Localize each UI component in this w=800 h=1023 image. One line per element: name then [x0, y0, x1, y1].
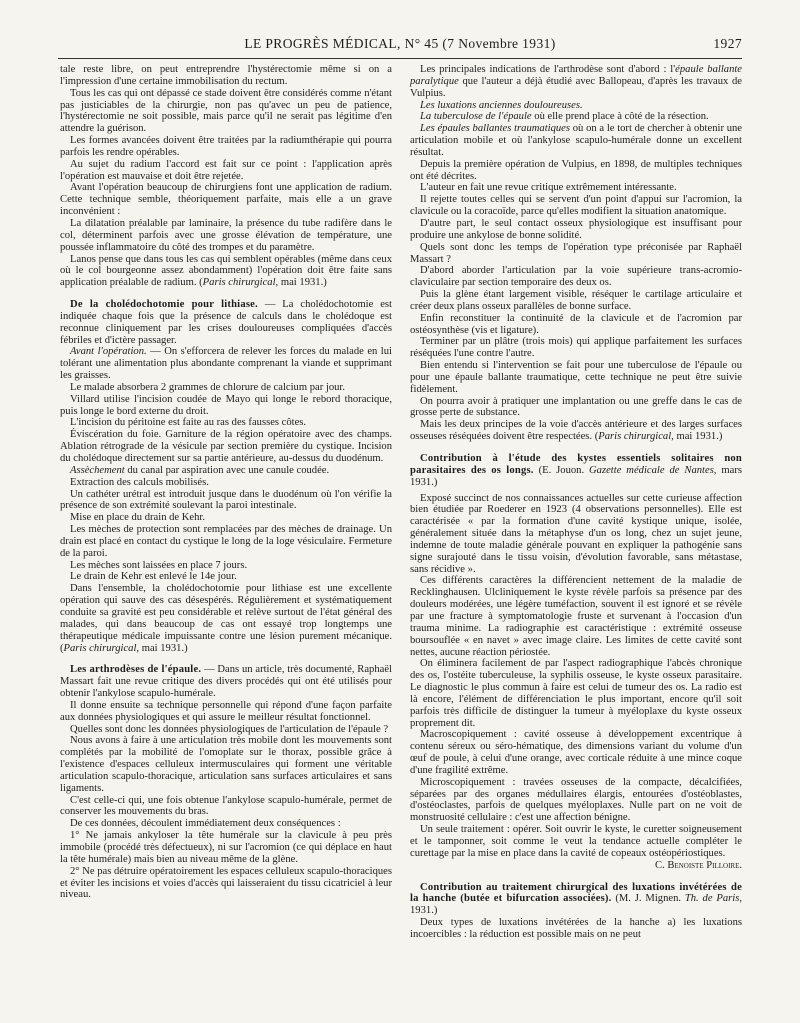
paragraph-text: Lanos pense que dans tous les cas qui semblent opérables (même dans ceux où le col bourgeonne assez abondamment) l'opération doit être faite sans application préalable de radium.	[60, 253, 392, 289]
paragraph	[60, 346, 392, 382]
paragraph-label: Avant l'opération.	[70, 346, 147, 358]
section-title: De la cholédochotomie pour lithiase.	[70, 299, 258, 311]
paragraph: Lanos pense que dans tous les cas qui semblent opérables (même dans ceux où le col bourgeonne assez abondamment) l'opération doit être faite sans application préalable de radium. (Paris chirurgical, mai 1931.)	[60, 253, 392, 289]
section-gap	[410, 443, 742, 453]
section-lead: — La cholédochotomie est indiquée chaque fois que la présence de calculs dans le cholédoque est reconnue cliniquement par les crises douloureuses compliquées d'accès fébriles et d'ictère passager.	[60, 299, 392, 346]
paragraph-text: Mais les deux principes de la voie d'accès antérieure et des larges surfaces osseuses réséquées doivent être respectées.	[410, 419, 742, 443]
paragraph: Éviscération du foie. Garniture de la région opératoire avec des champs. Ablation rétrograde de la vésicule par section première du cystique. Incision du cholédoque directement sur sa partie antérieure, au-dessus du duodénum.	[60, 429, 392, 464]
paragraph: Avant l'opération beaucoup de chirurgiens font une application de radium. Cette technique semble, théoriquement parfaite, mais elle a un grave inconvénient :	[60, 182, 392, 218]
left-column	[60, 64, 392, 901]
source-date: mai 1931.)	[141, 642, 188, 654]
paragraph-label: Assèchement	[70, 464, 125, 476]
paragraph-emphasis: La tuberculose de l'épaule	[420, 111, 532, 123]
source-journal: Paris chirurgical,	[598, 431, 674, 443]
paragraph: Mise en place du drain de Kehr.	[70, 512, 206, 524]
paragraph: L'incision du péritoine est faite au ras des fausses côtes.	[70, 417, 307, 429]
paragraph-text: Les principales indications de l'arthrodèse sont d'abord : l'	[420, 64, 676, 75]
paragraph-emphasis: épaule ballante paralytique	[410, 64, 743, 87]
running-header	[58, 36, 742, 56]
section-gap	[60, 654, 392, 664]
paragraph: Villard utilise l'incision coudée de Mayo qui longe le rebord thoracique, puis longe le bord externe du droit.	[60, 393, 392, 417]
section-cholédochotomie	[60, 299, 392, 346]
paragraph: Terminer par un plâtre (trois mois) qui applique parfaitement les surfaces réséquées l'une contre l'autre.	[410, 336, 742, 360]
author-signature: C. Benoiste Pilloire.	[655, 859, 742, 871]
section-gap	[60, 289, 392, 299]
running-title: LE PROGRÈS MÉDICAL, N° 45 (7 Novembre 1931)	[244, 36, 556, 51]
section-lead: — Dans un article, très documenté, Raphaël Massart fait une revue critique des divers procédés qui ont été utilisés pour obtenir l'ankylose scapulo-humérale.	[60, 664, 392, 700]
paragraph: Les mèches sont laissées en place 7 jours.	[70, 559, 248, 571]
paragraph: Microscopiquement : travées osseuses de la compacte, décalcifiées, séparées par des organes médullaires élargis, entourées d'ostéoblastes, d'ostéoclastes, parfois de quelques myéloplaxes. Nulle part on ne voit de monstruosité cellulaire : c'est une affection bénigne.	[410, 776, 742, 824]
paragraph: Enfin reconstituer la continuité de la clavicule et de l'acromion par ostéosynthèse (vis et ligature).	[410, 312, 742, 336]
paragraph: Un seule traitement : opérer. Soit ouvrir le kyste, le curetter soigneusement et le tamponner, soit comme le veut la tendance actuelle compléter le curettage par la mise en place dans la cavité de copeaux ostéopériostiques.	[410, 824, 742, 859]
paragraph	[60, 465, 392, 477]
paragraph: On éliminera facilement de par l'aspect radiographique l'abcès chronique des os, l'ostéite tuberculeuse, la syphilis osseuse, le kyste osseux parasitaire. Le diagnostic le plus commun à faire est celui de tumeur des os. La radio est là encore, l'élément de différenciation le plus important, encore qu'il soit parfois très difficile de distinguer la tumeur à myéloplaxe du kyste osseux proprement dit.	[410, 658, 742, 729]
paragraph: tale reste libre, on peut entreprendre l'hystérectomie même si on a l'impression d'une certaine immobilisation du rectum.	[60, 64, 392, 87]
paragraph	[410, 123, 742, 159]
paragraph: Nous avons à faire à une articulation très mobile dont les mouvements sont complétés par la mobilité de l'omoplate sur le thorax, possible grâce à l'existence d'espaces celluleux intermusculaires qui forment une véritable articulation scapulo-thoracique, articulation sans surfaces articulaires et sans ligaments.	[60, 735, 392, 794]
paragraph: Le drain de Kehr est enlevé le 14e jour.	[70, 571, 237, 583]
paragraph: Exposé succinct de nos connaissances actuelles sur cette curieuse affection bien étudiée par Roederer en 1923 (4 observations personnelles). Elle est caractérisée « par la formation d'une cavité kystique unique, isolée, généralement située dans la métaphyse d'un os long, chez un sujet jeune, indemne de toute maladie générale pouvant en expliquer la pathogénie sans signe surajouté dans le tissu voisin, d'évolution favorable, sans métastase, sans récidive ».	[410, 492, 742, 575]
paragraph-emphasis: Les épaules ballantes traumatiques	[420, 123, 571, 135]
right-column	[410, 64, 742, 941]
paragraph: Extraction des calculs mobilisés.	[70, 476, 209, 488]
paragraph: Macroscopiquement : cavité osseuse à développement excentrique à contenu séreux ou séro-hématique, des dimensions variant du volume d'un œuf de poule, à celui d'une orange, avec corticale réduite à une mince coque d'une fragilité extrême.	[410, 729, 742, 776]
paragraph: Bien entendu si l'intervention se fait pour une tuberculose de l'épaule ou pour une épaule ballante traumatique, cette technique ne peut être suivie fidèlement.	[410, 360, 742, 395]
section-gap	[410, 872, 742, 882]
section-title: Les arthrodèses de l'épaule.	[70, 664, 202, 676]
section-reference-journal: Th. de Paris,	[684, 893, 742, 905]
paragraph: Puis la glène étant largement visible, réséquer le cartilage articulaire et créer deux plans osseux parallèles de bonne surface.	[410, 289, 742, 312]
paragraph-text: du canal par aspiration avec une canule coudée.	[127, 464, 330, 476]
section-reference: (E. Jouon.	[538, 464, 585, 476]
paragraph: De ces données, découlent immédiatement deux conséquences :	[70, 818, 341, 830]
paragraph: Le malade absorbera 2 grammes de chlorure de calcium par jour.	[70, 381, 346, 393]
paragraph	[410, 111, 742, 123]
paragraph-text: — On s'efforcera de relever les forces du malade en lui tolérant une alimentation plus abondante comprenant la viande et supprimant les graisses.	[60, 346, 392, 382]
source-journal: Paris chirurgical,	[202, 277, 279, 289]
paragraph: D'autre part, le seul contact osseux physiologique est insuffisant pour produire une ankylose de bonne solidité.	[410, 217, 742, 241]
paragraph: Depuis la première opération de Vulpius, en 1898, de multiples techniques ont été décrites.	[410, 158, 742, 182]
paragraph: Dans l'ensemble, la cholédochotomie pour lithiase est une excellente opération qui sauve des cas désespérés. Régulièrement et systématiquement conduite sa gravité est peu considérable et relève surtout de l'état général des malades, qui dans beaucoup de cas ont essayé trop longtemps une thérapeutique médicale impuissante contre une lésion purement mécanique. (Paris chirurgical, mai 1931.)	[60, 583, 392, 654]
paragraph: Les formes avancées doivent être traitées par la radiumthérapie qui pourra parfois les rendre opérables.	[60, 135, 392, 158]
paragraph: Il donne ensuite sa technique personnelle qui répond d'une façon parfaite aux données physiologiques et qui assure le meilleur résultat fonctionnel.	[60, 699, 392, 723]
section-reference: (M. J. Mignen.	[615, 893, 682, 905]
paragraph	[410, 64, 742, 100]
paragraph: Quels sont donc les temps de l'opération type préconisée par Raphaël Massart ?	[410, 241, 742, 265]
paragraph: Les mèches de protection sont remplacées par des mèches de drainage. Un drain est placé en contact du cystique le long de la loge vésiculaire. Fermeture de la paroi.	[60, 524, 392, 559]
section-luxations	[410, 882, 742, 918]
section-kystes	[410, 453, 742, 489]
paragraph: Tous les cas qui ont dépassé ce stade doivent être considérés comme n'étant pas justiciables de la chirurgie, non pas qu'avec un peu de patience, l'hystérectomie ne soit possible, mais parce qu'il ne serait pas légitime d'en attendre la guérison.	[60, 87, 392, 135]
paragraph: 2° Ne pas détruire opératoirement les espaces celluleux scapulo-thoraciques et éviter les incisions et voies d'accès qui laisseraient du tissu cicatriciel à leur niveau.	[60, 865, 392, 901]
paragraph: Les luxations anciennes douloureuses.	[420, 99, 583, 111]
paragraph: Ces différents caractères la différencient nettement de la maladie de Recklinghausen. Ulcliniquement le kyste révèle parfois sa présence par des douleurs modérées, une légère tuméfaction, souvent il est ignoré et se révèle par une fracture à symptomatologie fruste et survenant à l'occasion d'un trauma minime. La radiographie est caractéristique : extrémité osseuse boursouflée « en navet » avec image claire. Les limites de cette cavité sont nettes, aucune réaction périostée.	[410, 575, 742, 658]
paragraph: D'abord aborder l'articulation par la voie supérieure trans-acromio-claviculaire par section temporaire des deux os.	[410, 265, 742, 289]
paragraph-text: Dans l'ensemble, la cholédochotomie pour lithiase est une excellente opération qui sauve des cas désespérés. Régulièrement et systématiquement conduite sa gravité est peu considérable et relève surtout de l'état général des malades, qui dans beaucoup de cas ont essayé trop longtemps une thérapeutique médicale impuissante contre une lésion purement mécanique.	[60, 583, 392, 642]
paragraph: Quelles sont donc les données physiologiques de l'articulation de l'épaule ?	[70, 723, 389, 735]
paragraph-text: où elle prend place à côté de la résection.	[534, 111, 709, 123]
paragraph: Mais les deux principes de la voie d'accès antérieure et des larges surfaces osseuses réséquées doivent être respectées. (Paris chirurgical, mai 1931.)	[410, 419, 742, 443]
paragraph: On pourra avoir à pratiquer une implantation ou une greffe dans le cas de grosse perte de substance.	[410, 395, 742, 419]
paragraph: Au sujet du radium l'accord est fait sur ce point : l'application après l'opération est mauvaise et doit être rejetée.	[60, 158, 392, 182]
source-journal: Paris chirurgical,	[63, 642, 140, 654]
section-title: Contribution au traitement chirurgical des luxations invétérées de la hanche (butée et bifurcation associées).	[410, 881, 742, 905]
paragraph: Deux types de luxations invétérées de la hanche a) les luxations incoercibles : la réduction est possible mais on ne peut	[410, 917, 742, 940]
paragraph: C'est celle-ci qui, une fois obtenue l'ankylose scapulo-humérale, permet de conserver les mouvements du bras.	[60, 794, 392, 818]
header-rule	[58, 58, 742, 59]
paragraph-text: que l'auteur a déjà étudié avec Ballopeau, d'après les travaux de Vulpius.	[410, 75, 742, 99]
paragraph: 1° Ne jamais ankyloser la tête humérale sur la clavicule à peu près immobile (procédé très défectueux), ni sur l'acromion (ce qui déplace en haut la tête humérale) mais bien au niveau même de la glène.	[60, 830, 392, 865]
source-date: mai 1931.)	[676, 431, 723, 443]
paragraph-text: où on a le tort de chercher à obtenir une articulation mobile et où l'ankylose scapulo-humérale donne un excellent résultat.	[410, 123, 742, 158]
paragraph: Un cathéter urétral est introduit jusque dans le duodénum où l'on vérifie la présence de son extrémité soulevant la paroi intestinale.	[60, 488, 392, 512]
paragraph: L'auteur en fait une revue critique extrêmement intéressante.	[420, 182, 677, 194]
section-arthrodeses	[60, 664, 392, 700]
paragraph: Il rejette toutes celles qui se servent d'un point d'appui sur l'acromion, la clavicule ou la coracoïde, parce qu'elles modifient la situation anatomique.	[410, 194, 742, 218]
section-reference-date: 1931.)	[410, 905, 438, 917]
section-reference-date: mars 1931.)	[410, 464, 742, 488]
page-number: 1927	[713, 36, 742, 51]
section-reference-journal: Gazette médicale de Nantes,	[589, 464, 717, 476]
section-title: Contribution à l'étude des kystes essentiels solitaires non parasitaires des os longs.	[410, 453, 742, 476]
source-date: mai 1931.)	[280, 277, 327, 289]
paragraph: La dilatation préalable par laminaire, la présence du tube radifère dans le col, déterminent parfois avec une grosse élévation de température, une poussée inflammatoire du côté des trompes et du paramètre.	[60, 217, 392, 253]
